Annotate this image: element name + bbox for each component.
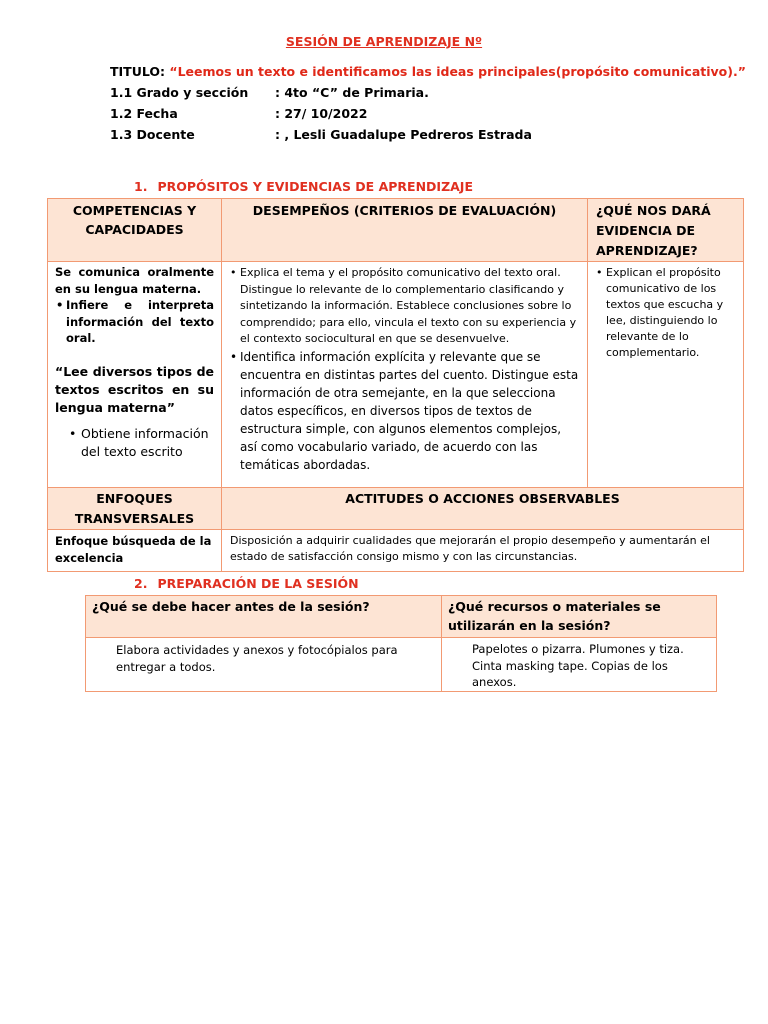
header-actitudes: ACTITUDES O ACCIONES OBSERVABLES [222, 488, 744, 530]
desempeno-2: • Identifica información explícita y relevante que se encuentra en distintas partes del cuento. Distingue esta información de otra semejante, en la que selecciona datos específicos, en diversos tipos de textos de estructura simple, con algunos elementos complejos, así como vocabulario variado, de acuerdo con las temáticas abordadas. [240, 348, 579, 474]
header-competencias: COMPETENCIAS Y CAPACIDADES [48, 199, 222, 262]
cell-competencias [48, 262, 222, 488]
header-antes: ¿Qué se debe hacer antes de la sesión? [86, 596, 442, 638]
recursos-line-2: Cinta masking tape. Copias de los anexos. [472, 658, 668, 689]
capacidad-infiere: • Infiere e interpreta información del texto oral. [66, 297, 214, 347]
titulo-value: “Leemos un texto e identificamos las ideas principales(propósito comunicativo).” [169, 64, 746, 79]
field-fecha-label: 1.2 Fecha [110, 106, 178, 121]
cell-desempenos [222, 262, 588, 488]
capacidad-obtiene: • Obtiene información del texto escrito [79, 425, 214, 461]
header-enfoques: ENFOQUES TRANSVERSALES [48, 488, 222, 530]
titulo-line [110, 64, 750, 79]
section1-title: PROPÓSITOS Y EVIDENCIAS DE APRENDIZAJE [157, 179, 473, 194]
cell-recursos [442, 638, 717, 692]
recursos-line-1: Papelotes o pizarra. Plumones y tiza. [472, 642, 684, 656]
section1-heading [134, 179, 473, 194]
header-recursos: ¿Qué recursos o materiales se utilizarán en la sesión? [442, 596, 717, 638]
section1-number: 1. [134, 179, 148, 194]
field-docente-value: : , Lesli Guadalupe Pedreros Estrada [275, 127, 532, 142]
cell-enfoque: Enfoque búsqueda de la excelencia [48, 530, 222, 572]
section2-title: PREPARACIÓN DE LA SESIÓN [157, 576, 359, 591]
header-evidencia: ¿QUÉ NOS DARÁ EVIDENCIA DE APRENDIZAJE? [588, 199, 744, 262]
evidencia-item: • Explican el propósito comunicativo de los textos que escucha y lee, distinguiendo lo relevante de lo complementario. [606, 265, 735, 361]
cell-evidencia [588, 262, 744, 488]
preparacion-table [85, 595, 717, 692]
competencia-lee: “Lee diversos tipos de textos escritos en su lengua materna” [55, 363, 214, 415]
header-desempenos: DESEMPEÑOS (CRITERIOS DE EVALUACIÓN) [222, 199, 588, 262]
titulo-label: TITULO: [110, 64, 165, 79]
field-fecha-value: : 27/ 10/2022 [275, 106, 368, 121]
competencia-oral: Se comunica oralmente en su lengua materna. [55, 265, 214, 296]
cell-actitud: Disposición a adquirir cualidades que mejorarán el propio desempeño y aumentarán el estado de satisfacción consigo mismo y con las circunstancias. [222, 530, 744, 572]
cell-antes: Elabora actividades y anexos y fotocópialos para entregar a todos. [86, 638, 442, 692]
field-grado-value: : 4to “C” de Primaria. [275, 85, 429, 100]
section2-heading [134, 576, 359, 591]
field-grado-label: 1.1 Grado y sección [110, 85, 249, 100]
field-docente-label: 1.3 Docente [110, 127, 195, 142]
page-title: SESIÓN DE APRENDIZAJE Nº [285, 34, 483, 49]
section2-number: 2. [134, 576, 148, 591]
propositos-table [47, 198, 744, 572]
desempeno-1: • Explica el tema y el propósito comunicativo del texto oral. Distingue lo relevante de lo complementario clasificando y sintetizando la información. Establece conclusiones sobre lo comprendido; para ello, vincula el texto con su experiencia y el contexto sociocultural en que se desenvuelve. [240, 265, 579, 348]
